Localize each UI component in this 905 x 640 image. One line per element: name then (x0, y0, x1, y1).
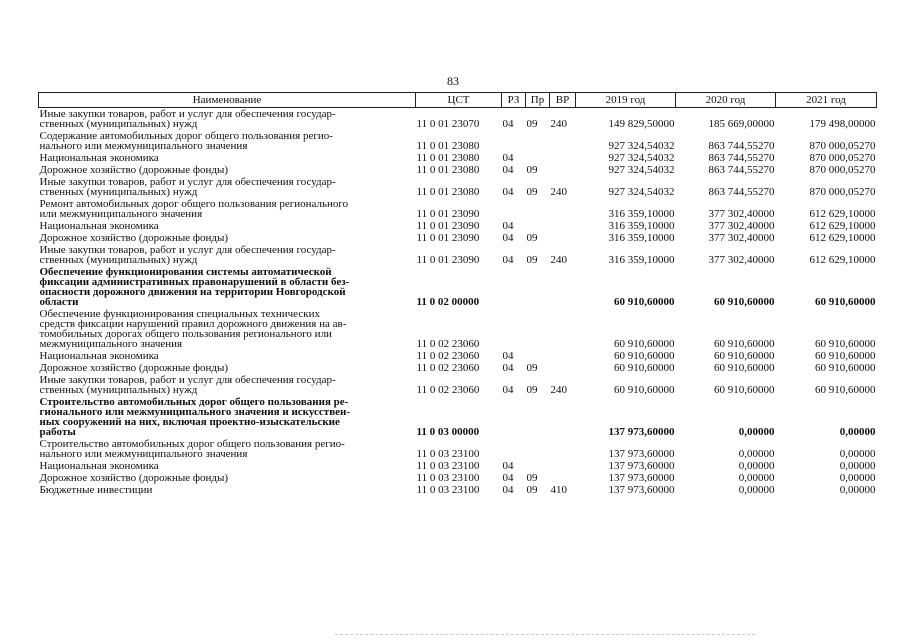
cell-pr (526, 198, 550, 220)
cell-vr (550, 472, 576, 484)
cell-rz (502, 130, 526, 152)
cell-2021: 60 910,60000 (815, 384, 876, 396)
cell-2021: 60 910,60000 (815, 296, 876, 308)
cell-rz: 04 (502, 472, 514, 484)
cell-2019: 137 973,60000 (608, 484, 675, 496)
cell-cst: 11 0 02 23060 (416, 362, 480, 374)
cell-pr (526, 396, 550, 438)
cell-vr: 240 (550, 254, 567, 266)
cell-cst: 11 0 02 23060 (416, 350, 480, 362)
footer-rule (335, 634, 755, 636)
cell-rz: 04 (502, 232, 514, 244)
cell-vr (550, 460, 576, 472)
table-row (39, 152, 877, 164)
cell-2020: 0,00000 (738, 460, 775, 472)
cell-pr: 09 (526, 254, 538, 266)
cell-name: Национальная экономика (39, 350, 159, 362)
cell-name: Дорожное хозяйство (дорожные фонды) (39, 362, 229, 374)
cell-rz: 04 (502, 164, 514, 176)
column-header-vr: ВР (550, 93, 576, 108)
cell-cst: 11 0 01 23080 (416, 140, 480, 152)
table-row (39, 266, 877, 308)
cell-2021: 612 629,10000 (809, 232, 876, 244)
cell-rz: 04 (502, 220, 514, 232)
table-row (39, 472, 877, 484)
cell-cst: 11 0 03 23100 (416, 460, 480, 472)
cell-2019: 60 910,60000 (614, 384, 675, 396)
cell-cst: 11 0 01 23070 (416, 118, 480, 130)
cell-2020: 377 302,40000 (708, 220, 775, 232)
cell-pr (526, 438, 550, 460)
column-header-2021: 2021 год (776, 93, 877, 108)
cell-2019: 927 324,54032 (608, 186, 675, 198)
cell-2020: 0,00000 (738, 426, 775, 438)
cell-name: Иные закупки товаров, работ и услуг для обеспечения государ- ственных (муниципальных) нужд (39, 176, 336, 198)
cell-name: Обеспечение функционирования специальных технических средств фиксации нарушений правил дорожного движения на ав- томобильных дорогах общего пользования регионального или межмуниципального значения (39, 308, 347, 350)
cell-pr (526, 220, 550, 232)
cell-2021: 0,00000 (839, 460, 876, 472)
cell-vr (550, 164, 576, 176)
cell-rz: 04 (502, 484, 514, 496)
cell-name: Бюджетные инвестиции (39, 484, 153, 496)
cell-rz (502, 308, 526, 350)
cell-pr (526, 350, 550, 362)
cell-name: Дорожное хозяйство (дорожные фонды) (39, 232, 229, 244)
cell-2021: 612 629,10000 (809, 220, 876, 232)
table-body (39, 108, 877, 497)
column-header-2020: 2020 год (676, 93, 776, 108)
cell-name: Дорожное хозяйство (дорожные фонды) (39, 164, 229, 176)
cell-name: Иные закупки товаров, работ и услуг для обеспечения государ- ственных (муниципальных) нужд (39, 374, 336, 396)
cell-2020: 377 302,40000 (708, 254, 775, 266)
table-header (39, 93, 877, 108)
cell-2019: 316 359,10000 (608, 220, 675, 232)
cell-2019: 137 973,60000 (608, 472, 675, 484)
cell-2020: 863 744,55270 (708, 164, 775, 176)
cell-2020: 60 910,60000 (714, 362, 775, 374)
cell-cst: 11 0 01 23090 (416, 208, 480, 220)
cell-name: Национальная экономика (39, 220, 159, 232)
cell-vr: 240 (550, 384, 567, 396)
table-row (39, 130, 877, 152)
cell-name: Национальная экономика (39, 152, 159, 164)
cell-rz: 04 (502, 460, 514, 472)
cell-name: Иные закупки товаров, работ и услуг для обеспечения государ- ственных (муниципальных) нужд (39, 108, 336, 130)
cell-rz (502, 396, 526, 438)
budget-table (38, 92, 877, 496)
cell-2020: 0,00000 (738, 448, 775, 460)
cell-name: Дорожное хозяйство (дорожные фонды) (39, 472, 229, 484)
cell-vr (550, 438, 576, 460)
table-row (39, 350, 877, 362)
cell-2019: 137 973,60000 (608, 460, 675, 472)
cell-2019: 137 973,60000 (608, 426, 675, 438)
cell-pr (526, 130, 550, 152)
table-row (39, 308, 877, 350)
cell-rz: 04 (502, 384, 514, 396)
cell-pr (526, 460, 550, 472)
cell-vr (550, 362, 576, 374)
cell-rz: 04 (502, 254, 514, 266)
cell-vr (550, 396, 576, 438)
cell-pr: 09 (526, 232, 538, 244)
cell-cst: 11 0 03 23100 (416, 472, 480, 484)
cell-2020: 0,00000 (738, 484, 775, 496)
cell-2021: 0,00000 (839, 448, 876, 460)
cell-cst: 11 0 02 23060 (416, 338, 480, 350)
cell-name: Национальная экономика (39, 460, 159, 472)
cell-2021: 60 910,60000 (815, 362, 876, 374)
table-row (39, 460, 877, 472)
cell-cst: 11 0 01 23080 (416, 164, 480, 176)
cell-2021: 870 000,05270 (809, 186, 876, 198)
cell-name: Ремонт автомобильных дорог общего пользования регионального или межмуниципального значения (39, 198, 349, 220)
cell-2021: 0,00000 (839, 484, 876, 496)
page-number: 83 (447, 74, 459, 88)
cell-rz: 04 (502, 186, 514, 198)
cell-pr (526, 266, 550, 308)
cell-2019: 137 973,60000 (608, 448, 675, 460)
cell-rz (502, 198, 526, 220)
cell-cst: 11 0 01 23090 (416, 220, 480, 232)
cell-2021: 0,00000 (839, 426, 876, 438)
cell-rz: 04 (502, 350, 514, 362)
cell-2019: 927 324,54032 (608, 152, 675, 164)
cell-2019: 927 324,54032 (608, 140, 675, 152)
cell-pr: 09 (526, 362, 538, 374)
cell-2020: 60 910,60000 (714, 338, 775, 350)
cell-2020: 60 910,60000 (714, 296, 775, 308)
cell-vr (550, 232, 576, 244)
cell-2021: 60 910,60000 (815, 350, 876, 362)
table-row (39, 164, 877, 176)
cell-2019: 60 910,60000 (614, 362, 675, 374)
cell-pr (526, 152, 550, 164)
column-header-name: Наименование (39, 93, 416, 108)
cell-2021: 870 000,05270 (809, 140, 876, 152)
table-row (39, 362, 877, 374)
cell-2021: 870 000,05270 (809, 152, 876, 164)
cell-2021: 870 000,05270 (809, 164, 876, 176)
cell-2019: 149 829,50000 (608, 118, 675, 130)
cell-pr (526, 308, 550, 350)
cell-vr: 240 (550, 186, 567, 198)
table-row (39, 438, 877, 460)
cell-2019: 927 324,54032 (608, 164, 675, 176)
cell-name: Строительство автомобильных дорог общего пользования регио- нального или межмуниципального значения (39, 438, 345, 460)
cell-2020: 60 910,60000 (714, 350, 775, 362)
table-row (39, 374, 877, 396)
cell-2021: 0,00000 (839, 472, 876, 484)
cell-2020: 863 744,55270 (708, 152, 775, 164)
cell-2019: 316 359,10000 (608, 208, 675, 220)
cell-rz (502, 438, 526, 460)
cell-2020: 863 744,55270 (708, 140, 775, 152)
cell-name: Иные закупки товаров, работ и услуг для обеспечения государ- ственных (муниципальных) нужд (39, 244, 336, 266)
cell-pr: 09 (526, 164, 538, 176)
cell-vr: 410 (550, 484, 567, 496)
cell-vr (550, 266, 576, 308)
cell-2020: 377 302,40000 (708, 208, 775, 220)
cell-rz: 04 (502, 118, 514, 130)
cell-vr (550, 220, 576, 232)
cell-pr: 09 (526, 384, 538, 396)
cell-2020: 863 744,55270 (708, 186, 775, 198)
cell-2019: 60 910,60000 (614, 296, 675, 308)
cell-cst: 11 0 03 23100 (416, 484, 480, 496)
cell-name: Содержание автомобильных дорог общего пользования регио- нального или межмуниципального значения (39, 130, 333, 152)
cell-2021: 612 629,10000 (809, 208, 876, 220)
table-row (39, 220, 877, 232)
table-row (39, 176, 877, 198)
cell-vr (550, 350, 576, 362)
cell-vr (550, 198, 576, 220)
cell-vr (550, 308, 576, 350)
table-row (39, 244, 877, 266)
cell-cst: 11 0 01 23080 (416, 152, 480, 164)
cell-vr: 240 (550, 118, 567, 130)
cell-2021: 612 629,10000 (809, 254, 876, 266)
cell-2019: 316 359,10000 (608, 232, 675, 244)
cell-rz: 04 (502, 152, 514, 164)
cell-vr (550, 130, 576, 152)
table-row (39, 396, 877, 438)
cell-cst: 11 0 03 23100 (416, 448, 480, 460)
cell-cst: 11 0 01 23080 (416, 186, 480, 198)
cell-pr: 09 (526, 186, 538, 198)
column-header-2019: 2019 год (576, 93, 676, 108)
column-header-rz: РЗ (502, 93, 526, 108)
cell-2021: 179 498,00000 (809, 118, 876, 130)
cell-pr: 09 (526, 118, 538, 130)
table-row (39, 108, 877, 131)
cell-name: Строительство автомобильных дорог общего пользования ре- гионального или межмуниципального значения и искусствен- ных сооружений на них, включая проектно-изыскательские работы (39, 396, 351, 438)
cell-2019: 316 359,10000 (608, 254, 675, 266)
cell-rz: 04 (502, 362, 514, 374)
cell-cst: 11 0 01 23090 (416, 232, 480, 244)
cell-vr (550, 152, 576, 164)
cell-rz (502, 266, 526, 308)
cell-2019: 60 910,60000 (614, 350, 675, 362)
table-row (39, 484, 877, 496)
cell-pr: 09 (526, 484, 538, 496)
cell-2020: 0,00000 (738, 472, 775, 484)
cell-2020: 377 302,40000 (708, 232, 775, 244)
table-row (39, 198, 877, 220)
cell-2021: 60 910,60000 (815, 338, 876, 350)
cell-pr: 09 (526, 472, 538, 484)
column-header-pr: Пр (526, 93, 550, 108)
cell-name: Обеспечение функционирования системы автоматической фиксации административных правонарушений в области без- опасности дорожного движения на территории Новгородской области (39, 266, 350, 308)
cell-cst: 11 0 01 23090 (416, 254, 480, 266)
cell-2019: 60 910,60000 (614, 338, 675, 350)
cell-cst: 11 0 02 23060 (416, 384, 480, 396)
table-row (39, 232, 877, 244)
cell-2020: 60 910,60000 (714, 384, 775, 396)
cell-cst: 11 0 02 00000 (416, 296, 480, 308)
cell-2020: 185 669,00000 (708, 118, 775, 130)
cell-cst: 11 0 03 00000 (416, 426, 480, 438)
column-header-cst: ЦСТ (416, 93, 502, 108)
